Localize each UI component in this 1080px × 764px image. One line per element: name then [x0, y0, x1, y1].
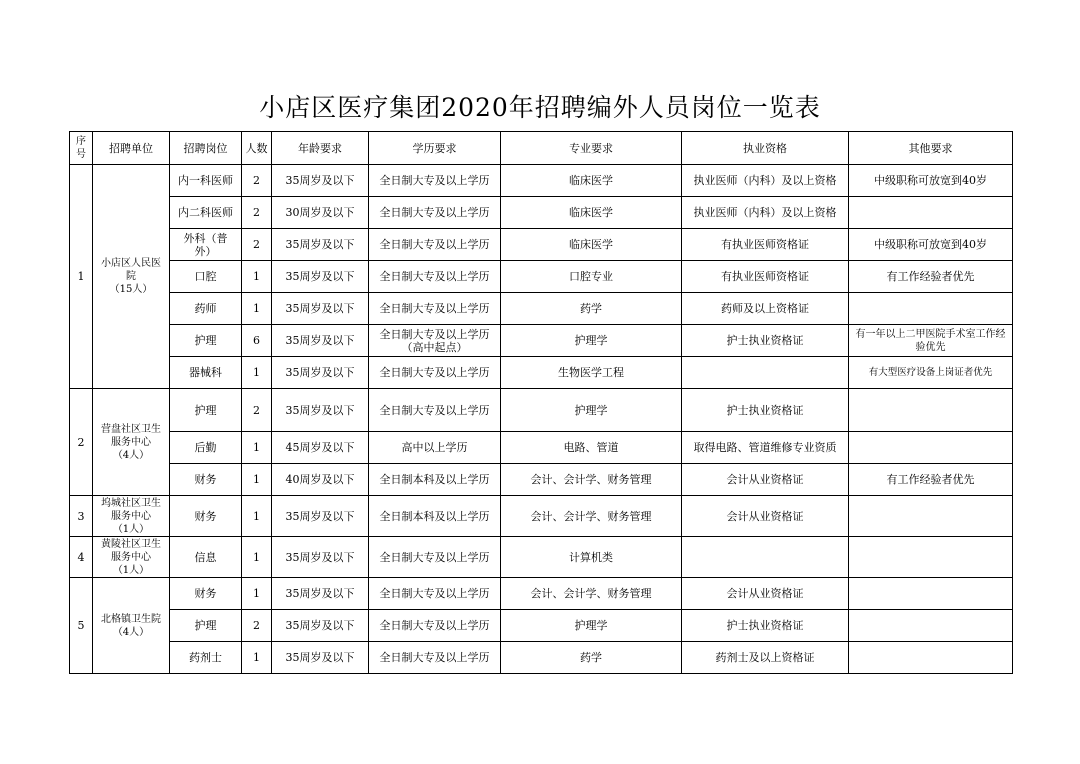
cert-cell: 护士执业资格证	[682, 610, 849, 642]
table-row	[70, 165, 1013, 197]
unit-no: 3	[70, 496, 93, 537]
header-age: 年龄要求	[272, 132, 369, 165]
other-cell: 有工作经验者优先	[849, 261, 1013, 293]
other-cell	[849, 293, 1013, 325]
major-cell: 电路、管道	[501, 432, 682, 464]
unit-count: （4人）	[112, 449, 150, 461]
cert-cell: 执业医师（内科）及以上资格	[682, 197, 849, 229]
major-cell: 临床医学	[501, 229, 682, 261]
table-row	[70, 537, 1013, 578]
major-cell: 护理学	[501, 610, 682, 642]
table-row	[70, 229, 1013, 261]
unit-name	[93, 496, 170, 537]
recruitment-table	[69, 131, 1013, 674]
unit-name	[93, 165, 170, 389]
num-cell: 1	[242, 496, 272, 537]
table-row	[70, 325, 1013, 357]
unit-name	[93, 578, 170, 674]
edu-cell: 全日制大专及以上学历	[369, 165, 501, 197]
post-text: 外科（普外）	[183, 231, 228, 258]
unit-count: （4人）	[112, 626, 150, 638]
age-cell: 35周岁及以下	[272, 537, 369, 578]
age-cell: 30周岁及以下	[272, 197, 369, 229]
num-cell: 2	[242, 197, 272, 229]
age-cell: 35周岁及以下	[272, 389, 369, 432]
num-cell: 1	[242, 261, 272, 293]
other-cell: 中级职称可放宽到40岁	[849, 165, 1013, 197]
other-cell: 有工作经验者优先	[849, 464, 1013, 496]
table-row	[70, 357, 1013, 389]
cert-cell: 执业医师（内科）及以上资格	[682, 165, 849, 197]
unit-name-text: 北格镇卫生院	[101, 613, 161, 625]
unit-no: 2	[70, 389, 93, 496]
major-cell: 会计、会计学、财务管理	[501, 464, 682, 496]
table-row	[70, 578, 1013, 610]
cert-cell: 取得电路、管道维修专业资质	[682, 432, 849, 464]
unit-name-text: 营盘社区卫生服务中心	[101, 423, 161, 448]
cert-cell	[682, 357, 849, 389]
header-count: 人数	[242, 132, 272, 165]
major-cell: 会计、会计学、财务管理	[501, 578, 682, 610]
cert-cell: 药剂士及以上资格证	[682, 642, 849, 674]
table-row	[70, 496, 1013, 537]
other-cell: 中级职称可放宽到40岁	[849, 229, 1013, 261]
unit-count: （15人）	[109, 284, 153, 295]
age-cell: 35周岁及以下	[272, 261, 369, 293]
other-cell: 有一年以上二甲医院手术室工作经验优先	[849, 325, 1013, 357]
document-title: 小店区医疗集团2020年招聘编外人员岗位一览表	[259, 93, 821, 122]
edu-cell: 全日制大专及以上学历	[369, 537, 501, 578]
post-cell: 财务	[170, 578, 242, 610]
unit-name	[93, 537, 170, 578]
num-cell: 1	[242, 464, 272, 496]
header-row	[70, 132, 1013, 165]
major-cell: 临床医学	[501, 165, 682, 197]
table-row	[70, 432, 1013, 464]
post-cell: 后勤	[170, 432, 242, 464]
unit-count: （1人）	[112, 564, 150, 576]
header-unit: 招聘单位	[93, 132, 170, 165]
unit-name-text: 坞城社区卫生服务中心	[101, 497, 161, 522]
cert-cell	[682, 537, 849, 578]
cert-cell: 护士执业资格证	[682, 389, 849, 432]
header-other: 其他要求	[849, 132, 1013, 165]
unit-no: 4	[70, 537, 93, 578]
age-cell: 35周岁及以下	[272, 610, 369, 642]
cert-cell: 会计从业资格证	[682, 496, 849, 537]
edu-cell: 全日制大专及以上学历	[369, 610, 501, 642]
num-cell: 1	[242, 578, 272, 610]
edu-cell: 全日制大专及以上学历	[369, 389, 501, 432]
age-cell: 35周岁及以下	[272, 165, 369, 197]
edu-cell: 全日制本科及以上学历	[369, 464, 501, 496]
edu-cell: 全日制大专及以上学历	[369, 197, 501, 229]
cert-cell: 有执业医师资格证	[682, 261, 849, 293]
age-cell: 35周岁及以下	[272, 229, 369, 261]
other-cell	[849, 389, 1013, 432]
header-certificate: 执业资格	[682, 132, 849, 165]
table-row	[70, 464, 1013, 496]
header-major: 专业要求	[501, 132, 682, 165]
num-cell: 1	[242, 293, 272, 325]
post-cell: 内一科医师	[170, 165, 242, 197]
post-cell: 药剂士	[170, 642, 242, 674]
edu-cell: 全日制大专及以上学历	[369, 578, 501, 610]
num-cell: 2	[242, 389, 272, 432]
header-education: 学历要求	[369, 132, 501, 165]
edu-cell	[369, 325, 501, 357]
other-cell	[849, 432, 1013, 464]
table-row	[70, 261, 1013, 293]
num-cell: 2	[242, 165, 272, 197]
post-cell: 财务	[170, 464, 242, 496]
age-cell: 35周岁及以下	[272, 357, 369, 389]
post-cell: 信息	[170, 537, 242, 578]
edu-cell: 全日制大专及以上学历	[369, 229, 501, 261]
major-cell: 药学	[501, 293, 682, 325]
other-cell: 有大型医疗设备上岗证者优先	[849, 357, 1013, 389]
num-cell: 6	[242, 325, 272, 357]
other-cell	[849, 197, 1013, 229]
other-cell	[849, 496, 1013, 537]
post-cell	[170, 229, 242, 261]
unit-name	[93, 389, 170, 496]
unit-name-text: 黄陵社区卫生服务中心	[101, 538, 161, 563]
major-cell: 口腔专业	[501, 261, 682, 293]
unit-no: 1	[70, 165, 93, 389]
age-cell: 35周岁及以下	[272, 578, 369, 610]
num-cell: 1	[242, 357, 272, 389]
post-cell: 器械科	[170, 357, 242, 389]
unit-name-text: 小店区人民医院	[101, 258, 161, 282]
age-cell: 35周岁及以下	[272, 293, 369, 325]
edu-text: 全日制大专及以上学历（高中起点）	[379, 327, 490, 354]
major-cell: 药学	[501, 642, 682, 674]
edu-cell: 全日制大专及以上学历	[369, 642, 501, 674]
num-cell: 2	[242, 610, 272, 642]
major-cell: 会计、会计学、财务管理	[501, 496, 682, 537]
cert-cell: 会计从业资格证	[682, 578, 849, 610]
major-cell: 生物医学工程	[501, 357, 682, 389]
age-cell: 35周岁及以下	[272, 496, 369, 537]
header-post: 招聘岗位	[170, 132, 242, 165]
table-row	[70, 610, 1013, 642]
post-cell: 护理	[170, 325, 242, 357]
major-cell: 护理学	[501, 389, 682, 432]
cert-cell: 护士执业资格证	[682, 325, 849, 357]
major-cell: 护理学	[501, 325, 682, 357]
edu-cell: 高中以上学历	[369, 432, 501, 464]
post-cell: 护理	[170, 389, 242, 432]
edu-cell: 全日制大专及以上学历	[369, 261, 501, 293]
age-cell: 35周岁及以下	[272, 642, 369, 674]
unit-count: （1人）	[112, 523, 150, 535]
other-cell	[849, 578, 1013, 610]
edu-cell: 全日制本科及以上学历	[369, 496, 501, 537]
age-cell: 45周岁及以下	[272, 432, 369, 464]
edu-cell: 全日制大专及以上学历	[369, 293, 501, 325]
post-cell: 内二科医师	[170, 197, 242, 229]
num-cell: 1	[242, 537, 272, 578]
post-cell: 护理	[170, 610, 242, 642]
post-cell: 财务	[170, 496, 242, 537]
post-cell: 口腔	[170, 261, 242, 293]
other-cell	[849, 610, 1013, 642]
cert-cell: 会计从业资格证	[682, 464, 849, 496]
age-cell: 40周岁及以下	[272, 464, 369, 496]
cert-cell: 药师及以上资格证	[682, 293, 849, 325]
header-no: 序号	[70, 132, 93, 165]
unit-no: 5	[70, 578, 93, 674]
table-row	[70, 389, 1013, 432]
table-row	[70, 293, 1013, 325]
major-cell: 计算机类	[501, 537, 682, 578]
num-cell: 1	[242, 432, 272, 464]
num-cell: 2	[242, 229, 272, 261]
other-cell	[849, 642, 1013, 674]
cert-cell: 有执业医师资格证	[682, 229, 849, 261]
table-row	[70, 642, 1013, 674]
edu-cell: 全日制大专及以上学历	[369, 357, 501, 389]
num-cell: 1	[242, 642, 272, 674]
other-cell	[849, 537, 1013, 578]
age-cell: 35周岁及以下	[272, 325, 369, 357]
major-cell: 临床医学	[501, 197, 682, 229]
post-cell: 药师	[170, 293, 242, 325]
table-row	[70, 197, 1013, 229]
